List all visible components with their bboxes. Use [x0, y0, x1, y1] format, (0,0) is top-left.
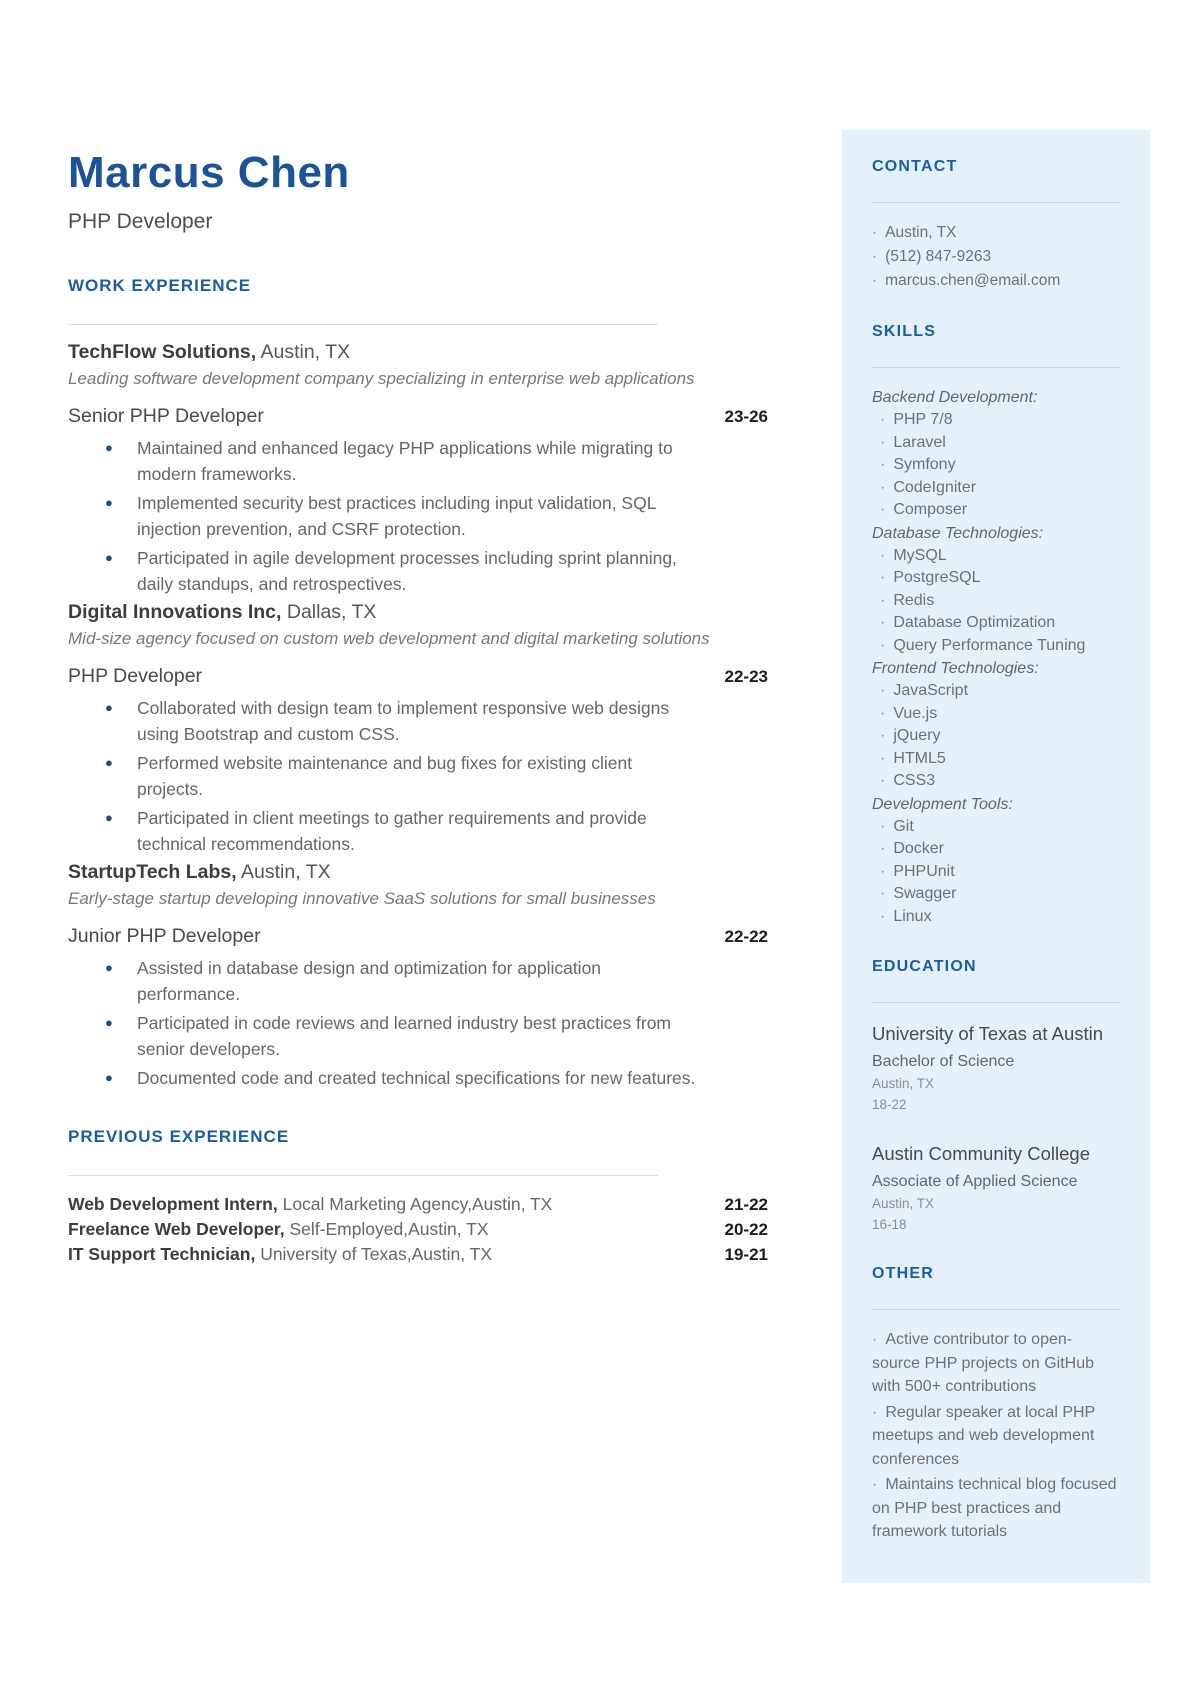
skill-item-text: PHPUnit: [893, 862, 955, 880]
previous-role: Web Development Intern,: [68, 1194, 278, 1214]
skill-item: [872, 770, 1120, 793]
education-years: 16-18: [872, 1217, 907, 1232]
bullet-text: Participated in agile development processes including sprint planning, daily standups, and retrospectives.: [137, 548, 677, 594]
skill-item-text: PostgreSQL: [893, 569, 981, 586]
role-bullet-list: [68, 435, 768, 597]
company-line: [68, 601, 768, 624]
bullet-text: Collaborated with design team to implement responsive web designs using Bootstrap and custom CSS.: [137, 698, 670, 744]
role-row: [68, 665, 768, 688]
previous-entry: [68, 1217, 768, 1242]
skill-item: [872, 499, 1120, 522]
education-location: Austin, TX: [872, 1076, 935, 1091]
bullet-text: Participated in code reviews and learned industry best practices from senior developers.: [137, 1013, 672, 1059]
contact-item: [872, 221, 1120, 245]
role-title: PHP Developer: [68, 665, 203, 687]
middot-icon: ·: [880, 727, 886, 744]
company-location: Austin, TX: [256, 341, 351, 363]
work-divider: [68, 324, 658, 325]
company-block: [68, 601, 768, 857]
previous-entry-list: [68, 1192, 768, 1267]
bullet-item: [68, 695, 708, 747]
education-degree: Associate of Applied Science: [872, 1173, 1078, 1190]
education-location: Austin, TX: [872, 1196, 935, 1211]
middot-icon: ·: [880, 907, 886, 925]
previous-entry-text: [68, 1242, 492, 1267]
skill-item-text: PHP 7/8: [893, 411, 953, 428]
contact-divider: [872, 202, 1120, 203]
previous-entry-text: [68, 1217, 489, 1242]
bullet-item: [68, 750, 708, 802]
previous-dates: 19-21: [724, 1245, 768, 1264]
skill-item-text: Redis: [893, 591, 935, 609]
skill-category: Frontend Technologies:: [872, 660, 1039, 677]
other-item-text: Maintains technical blog focused on PHP best practices and framework tutorials: [872, 1476, 1117, 1540]
other-heading: OTHER: [872, 1265, 934, 1282]
bullet-dot-icon: ●: [105, 1070, 113, 1085]
other-item: [872, 1473, 1120, 1544]
middot-icon: ·: [872, 224, 878, 241]
skill-item-text: Linux: [893, 907, 932, 925]
previous-entry: [68, 1192, 768, 1217]
company-location: Austin, TX: [236, 861, 331, 883]
company-description: Mid-size agency focused on custom web development and digital marketing solutions: [68, 629, 710, 648]
education-divider: [872, 1002, 1120, 1003]
bullet-text: Assisted in database design and optimization for application performance.: [137, 958, 602, 1004]
middot-icon: ·: [880, 411, 886, 428]
middot-icon: ·: [872, 1403, 878, 1421]
education-years: 18-22: [872, 1097, 907, 1112]
contact-heading: CONTACT: [872, 158, 958, 175]
skill-item: [872, 906, 1120, 929]
middot-icon: ·: [872, 1331, 878, 1348]
company-name: TechFlow Solutions,: [68, 341, 257, 363]
middot-icon: ·: [880, 749, 886, 767]
bullet-item: [68, 955, 708, 1007]
skill-item-text: Docker: [893, 840, 945, 857]
contact-item-text: marcus.chen@email.com: [885, 272, 1061, 289]
company-block: [68, 341, 768, 597]
bullet-text: Participated in client meetings to gather requirements and provide technical recommendations.: [137, 808, 647, 854]
bullet-text: Maintained and enhanced legacy PHP applications while migrating to modern frameworks.: [137, 438, 673, 484]
work-experience-heading: WORK EXPERIENCE: [68, 276, 252, 295]
main-column: [68, 0, 768, 1267]
bullet-item: [68, 1065, 708, 1091]
skill-item: [872, 590, 1120, 613]
middot-icon: ·: [880, 862, 886, 880]
skill-item-text: Laravel: [893, 433, 946, 451]
previous-org: Self-Employed,Austin, TX: [284, 1219, 489, 1239]
skill-category: Database Technologies:: [872, 524, 1044, 542]
bullet-dot-icon: ●: [105, 495, 113, 510]
role-row: [68, 405, 768, 428]
previous-role: IT Support Technician,: [68, 1244, 256, 1264]
middot-icon: ·: [880, 456, 886, 473]
skill-item-text: CodeIgniter: [893, 478, 977, 496]
middot-icon: ·: [880, 478, 886, 496]
contact-item: [872, 269, 1120, 293]
middot-icon: ·: [880, 817, 886, 835]
middot-icon: ·: [880, 772, 886, 789]
skill-item-text: Symfony: [893, 456, 956, 473]
skill-category: Development Tools:: [872, 795, 1013, 813]
skill-item: [872, 635, 1120, 658]
skill-item-text: jQuery: [893, 727, 941, 744]
role-title: Junior PHP Developer: [68, 925, 261, 947]
other-divider: [872, 1309, 1120, 1310]
middot-icon: ·: [880, 704, 886, 722]
middot-icon: ·: [872, 272, 878, 289]
bullet-dot-icon: ●: [105, 550, 113, 565]
contact-item: [872, 245, 1120, 269]
skill-item: [872, 861, 1120, 884]
education-heading: EDUCATION: [872, 958, 977, 975]
skills-list: [872, 386, 1120, 928]
skill-item: [872, 838, 1120, 861]
company-name: Digital Innovations Inc,: [68, 601, 282, 623]
skill-item-text: JavaScript: [893, 682, 969, 699]
education-entry: [872, 1141, 1120, 1235]
other-item-text: Active contributor to open-source PHP projects on GitHub with 500+ contributions: [872, 1331, 1095, 1395]
role-bullet-list: [68, 695, 768, 857]
skills-divider: [872, 367, 1120, 368]
company-block: [68, 861, 768, 1091]
bullet-text: Performed website maintenance and bug fixes for existing client projects.: [137, 753, 633, 799]
previous-divider: [68, 1175, 658, 1176]
previous-dates: 21-22: [724, 1195, 768, 1214]
role-dates: 22-22: [724, 927, 768, 946]
bullet-item: [68, 545, 708, 597]
bullet-text: Implemented security best practices including input validation, SQL injection prevention, and CSRF protection.: [137, 493, 656, 539]
bullet-item: [68, 490, 708, 542]
skills-heading: SKILLS: [872, 323, 937, 340]
middot-icon: ·: [880, 501, 886, 518]
middot-icon: ·: [880, 614, 886, 631]
middot-icon: ·: [880, 682, 886, 699]
skill-item: [872, 477, 1120, 500]
skill-item: [872, 883, 1120, 906]
previous-role: Freelance Web Developer,: [68, 1219, 285, 1239]
company-description: Early-stage startup developing innovative SaaS solutions for small businesses: [68, 889, 656, 908]
skill-item-text: Database Optimization: [893, 614, 1056, 631]
role-row: [68, 925, 768, 948]
previous-org: University of Texas,Austin, TX: [255, 1244, 492, 1264]
skill-item-text: Git: [893, 817, 914, 835]
skill-item-text: Composer: [893, 501, 968, 518]
company-name: StartupTech Labs,: [68, 861, 237, 883]
role-title: Senior PHP Developer: [68, 405, 264, 427]
skill-item-text: CSS3: [893, 772, 936, 789]
bullet-item: [68, 805, 708, 857]
bullet-text: Documented code and created technical specifications for new features.: [137, 1068, 696, 1088]
skill-item-text: Swagger: [893, 885, 957, 902]
education-school: Austin Community College: [872, 1143, 1090, 1164]
middot-icon: ·: [880, 885, 886, 902]
previous-experience-heading: PREVIOUS EXPERIENCE: [68, 1127, 290, 1146]
skill-item: [872, 454, 1120, 477]
skill-item: [872, 680, 1120, 703]
skill-item-text: Query Performance Tuning: [893, 636, 1086, 654]
bullet-item: [68, 435, 708, 487]
middot-icon: ·: [872, 248, 878, 265]
company-description: Leading software development company specializing in enterprise web applications: [68, 369, 695, 388]
skill-item: [872, 567, 1120, 590]
middot-icon: ·: [880, 569, 886, 586]
skill-item-text: Vue.js: [893, 704, 938, 722]
skill-category: Backend Development:: [872, 389, 1038, 406]
bullet-dot-icon: ●: [105, 700, 113, 715]
role-bullet-list: [68, 955, 768, 1091]
skill-item: [872, 612, 1120, 635]
bullet-dot-icon: ●: [105, 755, 113, 770]
other-list: [872, 1328, 1120, 1544]
bullet-dot-icon: ●: [105, 960, 113, 975]
skill-item: [872, 545, 1120, 568]
skill-item-text: HTML5: [893, 749, 946, 767]
bullet-dot-icon: ●: [105, 810, 113, 825]
company-location: Dallas, TX: [281, 601, 377, 623]
middot-icon: ·: [880, 591, 886, 609]
previous-entry: [68, 1242, 768, 1267]
skill-item: [872, 725, 1120, 748]
role-dates: 22-23: [724, 667, 768, 686]
skill-item: [872, 748, 1120, 771]
middot-icon: ·: [880, 546, 886, 564]
contact-item-text: (512) 847-9263: [885, 248, 992, 265]
bullet-dot-icon: ●: [105, 440, 113, 455]
company-line: [68, 861, 768, 884]
previous-entry-text: [68, 1192, 552, 1217]
work-company-list: [68, 341, 768, 1091]
contact-item-text: Austin, TX: [885, 224, 957, 241]
education-degree: Bachelor of Science: [872, 1053, 1015, 1070]
skill-item: [872, 409, 1120, 432]
skill-item: [872, 432, 1120, 455]
bullet-item: [68, 1010, 708, 1062]
previous-org: Local Marketing Agency,Austin, TX: [277, 1194, 553, 1214]
skill-item: [872, 816, 1120, 839]
previous-experience-section: [68, 1127, 768, 1267]
skill-item: [872, 703, 1120, 726]
contact-list: [872, 221, 1120, 293]
education-list: [872, 1021, 1120, 1235]
middot-icon: ·: [880, 636, 886, 654]
other-item-text: Regular speaker at local PHP meetups and web development conferences: [872, 1403, 1095, 1468]
sidebar: [842, 130, 1150, 1583]
middot-icon: ·: [880, 840, 886, 857]
role-dates: 23-26: [724, 407, 768, 426]
other-item: [872, 1328, 1120, 1399]
skill-item-text: MySQL: [893, 546, 947, 564]
person-name: Marcus Chen: [68, 148, 350, 197]
bullet-dot-icon: ●: [105, 1015, 113, 1030]
company-line: [68, 341, 768, 364]
previous-dates: 20-22: [724, 1220, 768, 1239]
middot-icon: ·: [872, 1476, 878, 1493]
education-school: University of Texas at Austin: [872, 1023, 1104, 1044]
middot-icon: ·: [880, 433, 886, 451]
person-job-title: PHP Developer: [68, 210, 213, 233]
other-item: [872, 1401, 1120, 1472]
education-entry: [872, 1021, 1120, 1115]
